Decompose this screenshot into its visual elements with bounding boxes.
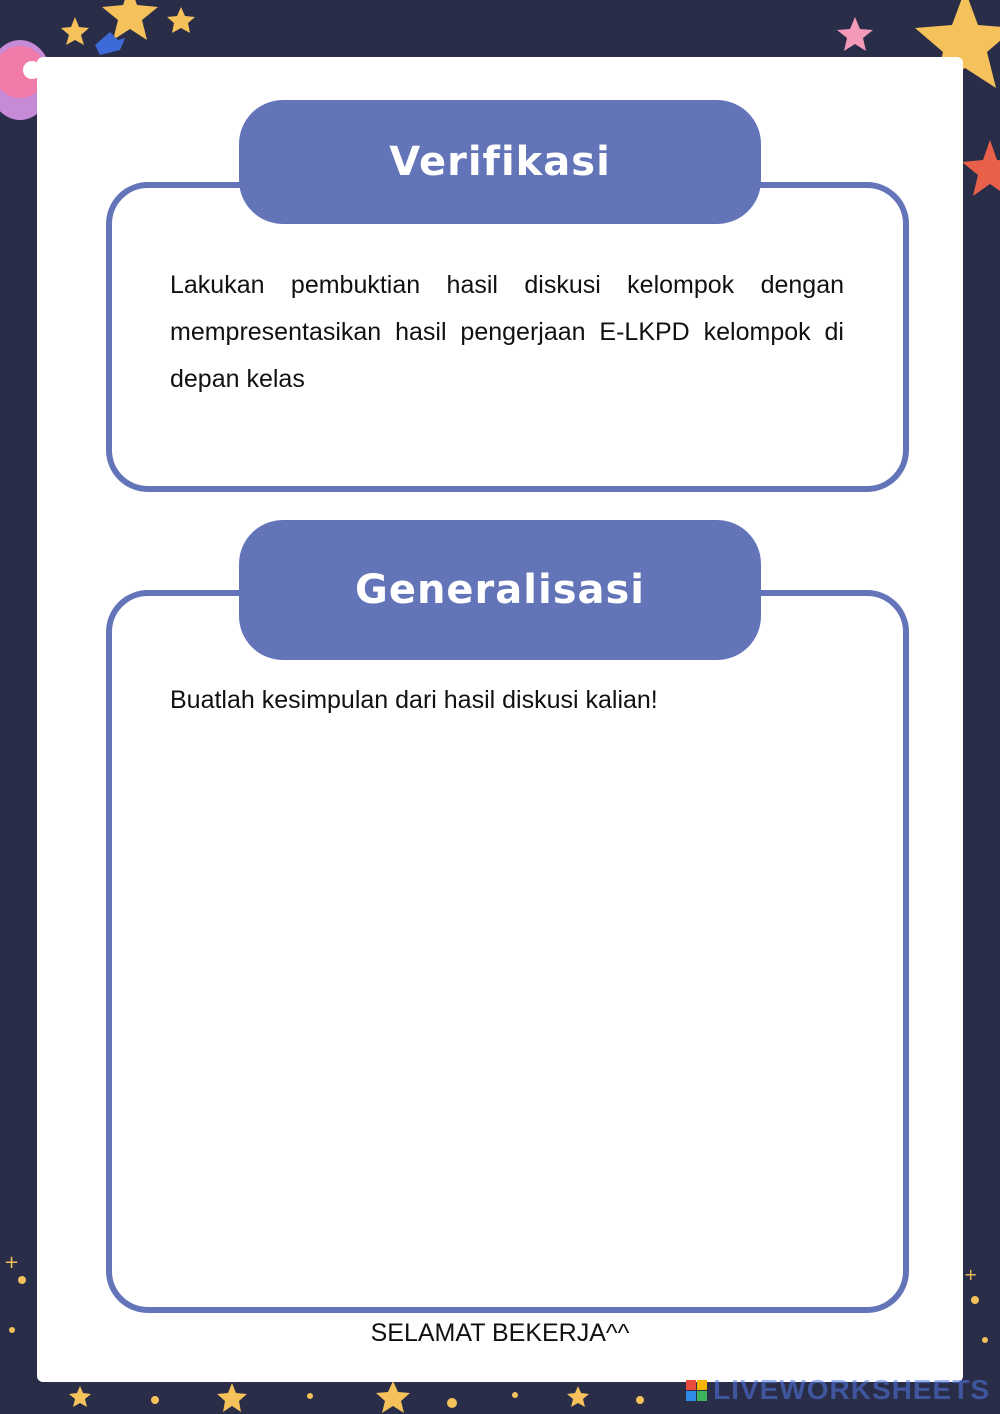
verification-instruction: Lakukan pembuktian hasil diskusi kelompok dengan mempresentasikan hasil pengerjaan E-LKPD kelompok di depan kelas <box>170 271 844 393</box>
generalization-instruction: Buatlah kesimpulan dari hasil diskusi kalian! <box>170 686 658 714</box>
star-icon <box>102 0 158 40</box>
star-icon <box>837 17 873 51</box>
star-icon <box>567 1386 589 1407</box>
star-icon <box>217 1383 247 1412</box>
star-icon <box>962 140 1000 196</box>
liveworksheets-watermark <box>686 1374 990 1406</box>
generalization-title: Generalisasi <box>239 520 761 660</box>
verification-title: Verifikasi <box>239 100 761 224</box>
star-icon <box>61 17 89 45</box>
star-icon <box>69 1386 91 1407</box>
watermark-text: LIVEWORKSHEETS <box>713 1374 990 1405</box>
star-icon <box>167 7 195 33</box>
liveworksheets-logo <box>686 1380 707 1401</box>
footer-message: SELAMAT BEKERJA^^ <box>370 1319 630 1347</box>
svg-text:+: + <box>4 1252 20 1273</box>
worksheet-page <box>37 57 963 1382</box>
svg-text:+: + <box>964 1265 978 1284</box>
star-icon <box>376 1381 410 1413</box>
